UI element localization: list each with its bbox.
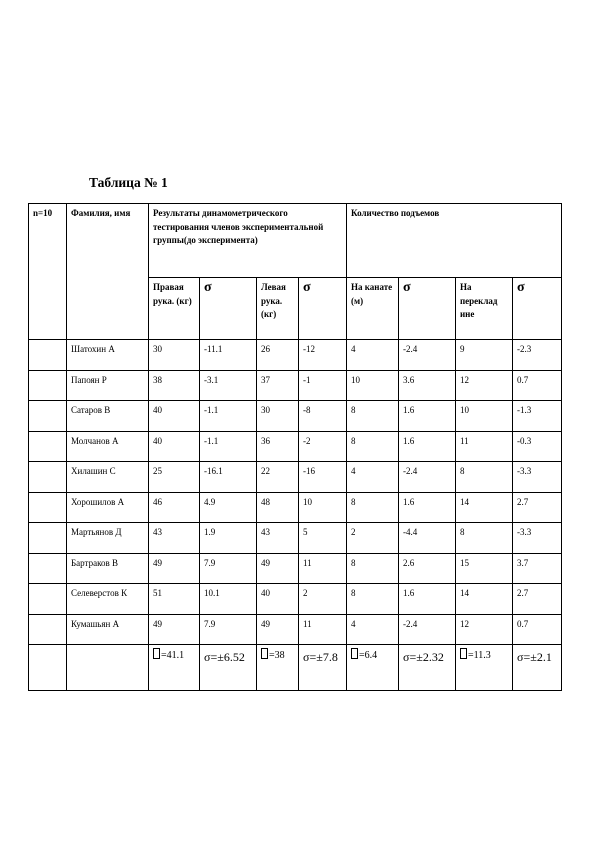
- cell-rope: 8: [347, 401, 399, 432]
- cell-left: 26: [257, 340, 299, 371]
- table-row: [29, 614, 562, 645]
- summary-empty-name: [67, 645, 149, 691]
- mean-left-value: =38: [269, 650, 285, 661]
- cell-sigma-bar: 3.7: [513, 553, 562, 584]
- table-row: [29, 401, 562, 432]
- cell-sigma-bar: 2.7: [513, 584, 562, 615]
- mean-right-value: =41.1: [161, 650, 185, 661]
- mean-icon: [153, 648, 160, 659]
- cell-sigma-rope: -2.4: [399, 340, 456, 371]
- cell-sigma-rope: -2.4: [399, 614, 456, 645]
- cell-name: Селеверстов К: [67, 584, 149, 615]
- sigma-symbol: σ: [403, 280, 411, 295]
- cell-name: Молчанов А: [67, 431, 149, 462]
- mean-bar-value: =11.3: [468, 650, 491, 661]
- header-dynamometry: Результаты динамометрического тестирования членов экспериментальной группы(до эксперимента): [149, 204, 347, 278]
- mean-icon: [261, 648, 268, 659]
- cell-right: 51: [149, 584, 200, 615]
- results-table: [28, 203, 562, 691]
- header-left-hand: Левая рука. (кг): [257, 278, 299, 340]
- cell-bar: 12: [456, 370, 513, 401]
- sigma-rope-value: σ=±2.32: [403, 650, 444, 664]
- row-number: [29, 523, 67, 554]
- summary-sigma-bar: [513, 645, 562, 691]
- header-sigma-right: [200, 278, 257, 340]
- cell-sigma-left: 11: [299, 553, 347, 584]
- cell-name: Мартьянов Д: [67, 523, 149, 554]
- cell-sigma-left: 5: [299, 523, 347, 554]
- cell-rope: 8: [347, 431, 399, 462]
- header-row-main: [29, 204, 562, 278]
- header-right-hand: Правая рука. (кг): [149, 278, 200, 340]
- summary-sigma-right: [200, 645, 257, 691]
- cell-right: 40: [149, 431, 200, 462]
- cell-right: 40: [149, 401, 200, 432]
- cell-right: 30: [149, 340, 200, 371]
- summary-empty-n: [29, 645, 67, 691]
- cell-name: Сатаров В: [67, 401, 149, 432]
- cell-right: 38: [149, 370, 200, 401]
- cell-sigma-rope: 1.6: [399, 584, 456, 615]
- cell-name: Шатохин А: [67, 340, 149, 371]
- summary-sigma-rope: [399, 645, 456, 691]
- header-sigma-left: [299, 278, 347, 340]
- summary-mean-left: [257, 645, 299, 691]
- header-sigma-bar: [513, 278, 562, 340]
- summary-mean-right: [149, 645, 200, 691]
- cell-sigma-left: 11: [299, 614, 347, 645]
- cell-bar: 15: [456, 553, 513, 584]
- header-n: n=10: [29, 204, 67, 340]
- cell-sigma-left: -16: [299, 462, 347, 493]
- row-number: [29, 553, 67, 584]
- cell-sigma-bar: 0.7: [513, 370, 562, 401]
- cell-sigma-bar: -1.3: [513, 401, 562, 432]
- cell-left: 40: [257, 584, 299, 615]
- header-rope: На канате (м): [347, 278, 399, 340]
- sigma-bar-value: σ=±2.1: [517, 650, 552, 664]
- cell-bar: 10: [456, 401, 513, 432]
- row-number: [29, 492, 67, 523]
- cell-sigma-right: -3.1: [200, 370, 257, 401]
- mean-rope-value: =6.4: [359, 650, 378, 661]
- cell-bar: 8: [456, 462, 513, 493]
- cell-sigma-rope: 1.6: [399, 401, 456, 432]
- sigma-symbol: σ: [303, 280, 311, 295]
- cell-sigma-left: -2: [299, 431, 347, 462]
- table-row: [29, 462, 562, 493]
- cell-sigma-rope: -2.4: [399, 462, 456, 493]
- cell-rope: 2: [347, 523, 399, 554]
- sigma-left-value: σ=±7.8: [303, 650, 338, 664]
- summary-sigma-left: [299, 645, 347, 691]
- cell-sigma-right: -1.1: [200, 431, 257, 462]
- page-title: Таблица № 1: [89, 175, 168, 190]
- summary-mean-rope: [347, 645, 399, 691]
- cell-right: 46: [149, 492, 200, 523]
- cell-sigma-right: 1.9: [200, 523, 257, 554]
- cell-name: Хилашин С: [67, 462, 149, 493]
- cell-name: Папоян Р: [67, 370, 149, 401]
- cell-right: 49: [149, 553, 200, 584]
- cell-sigma-bar: -2.3: [513, 340, 562, 371]
- cell-right: 43: [149, 523, 200, 554]
- cell-sigma-rope: 1.6: [399, 431, 456, 462]
- table-row: [29, 492, 562, 523]
- cell-left: 43: [257, 523, 299, 554]
- table-row: [29, 584, 562, 615]
- cell-sigma-rope: -4.4: [399, 523, 456, 554]
- cell-sigma-left: 10: [299, 492, 347, 523]
- cell-right: 49: [149, 614, 200, 645]
- table-row: [29, 370, 562, 401]
- cell-left: 30: [257, 401, 299, 432]
- sigma-symbol: σ: [204, 280, 212, 295]
- header-bar: На переклад ине: [456, 278, 513, 340]
- cell-sigma-bar: -3.3: [513, 462, 562, 493]
- cell-sigma-right: -1.1: [200, 401, 257, 432]
- table-row: [29, 553, 562, 584]
- cell-sigma-right: -16.1: [200, 462, 257, 493]
- table-row: [29, 523, 562, 554]
- header-lifts: Количество подъемов: [347, 204, 562, 278]
- cell-rope: 8: [347, 584, 399, 615]
- cell-sigma-bar: -0.3: [513, 431, 562, 462]
- cell-sigma-bar: 2.7: [513, 492, 562, 523]
- mean-icon: [351, 648, 358, 659]
- cell-sigma-right: 7.9: [200, 553, 257, 584]
- cell-rope: 4: [347, 462, 399, 493]
- cell-left: 49: [257, 614, 299, 645]
- cell-bar: 11: [456, 431, 513, 462]
- cell-left: 36: [257, 431, 299, 462]
- row-number: [29, 584, 67, 615]
- cell-sigma-left: -1: [299, 370, 347, 401]
- header-sigma-rope: [399, 278, 456, 340]
- sigma-right-value: σ=±6.52: [204, 650, 245, 664]
- cell-bar: 8: [456, 523, 513, 554]
- cell-sigma-bar: 0.7: [513, 614, 562, 645]
- cell-name: Кумашьян А: [67, 614, 149, 645]
- mean-icon: [460, 648, 467, 659]
- cell-sigma-rope: 2.6: [399, 553, 456, 584]
- row-number: [29, 462, 67, 493]
- table-row: [29, 431, 562, 462]
- cell-rope: 4: [347, 340, 399, 371]
- cell-rope: 10: [347, 370, 399, 401]
- summary-mean-bar: [456, 645, 513, 691]
- cell-sigma-left: -12: [299, 340, 347, 371]
- cell-bar: 14: [456, 492, 513, 523]
- cell-left: 37: [257, 370, 299, 401]
- cell-left: 22: [257, 462, 299, 493]
- cell-rope: 8: [347, 492, 399, 523]
- cell-sigma-right: 10.1: [200, 584, 257, 615]
- row-number: [29, 614, 67, 645]
- row-number: [29, 401, 67, 432]
- cell-left: 49: [257, 553, 299, 584]
- cell-sigma-right: -11.1: [200, 340, 257, 371]
- row-number: [29, 431, 67, 462]
- cell-sigma-right: 7.9: [200, 614, 257, 645]
- cell-sigma-rope: 3.6: [399, 370, 456, 401]
- cell-bar: 12: [456, 614, 513, 645]
- row-number: [29, 340, 67, 371]
- cell-sigma-bar: -3.3: [513, 523, 562, 554]
- row-number: [29, 370, 67, 401]
- header-name: Фамилия, имя: [67, 204, 149, 340]
- cell-bar: 14: [456, 584, 513, 615]
- cell-name: Бартраков В: [67, 553, 149, 584]
- cell-name: Хорошилов А: [67, 492, 149, 523]
- cell-bar: 9: [456, 340, 513, 371]
- cell-sigma-right: 4.9: [200, 492, 257, 523]
- cell-right: 25: [149, 462, 200, 493]
- sigma-symbol: σ: [517, 280, 525, 295]
- cell-sigma-left: -8: [299, 401, 347, 432]
- cell-sigma-left: 2: [299, 584, 347, 615]
- table-row: [29, 340, 562, 371]
- cell-sigma-rope: 1.6: [399, 492, 456, 523]
- summary-row: [29, 645, 562, 691]
- cell-left: 48: [257, 492, 299, 523]
- cell-rope: 4: [347, 614, 399, 645]
- cell-rope: 8: [347, 553, 399, 584]
